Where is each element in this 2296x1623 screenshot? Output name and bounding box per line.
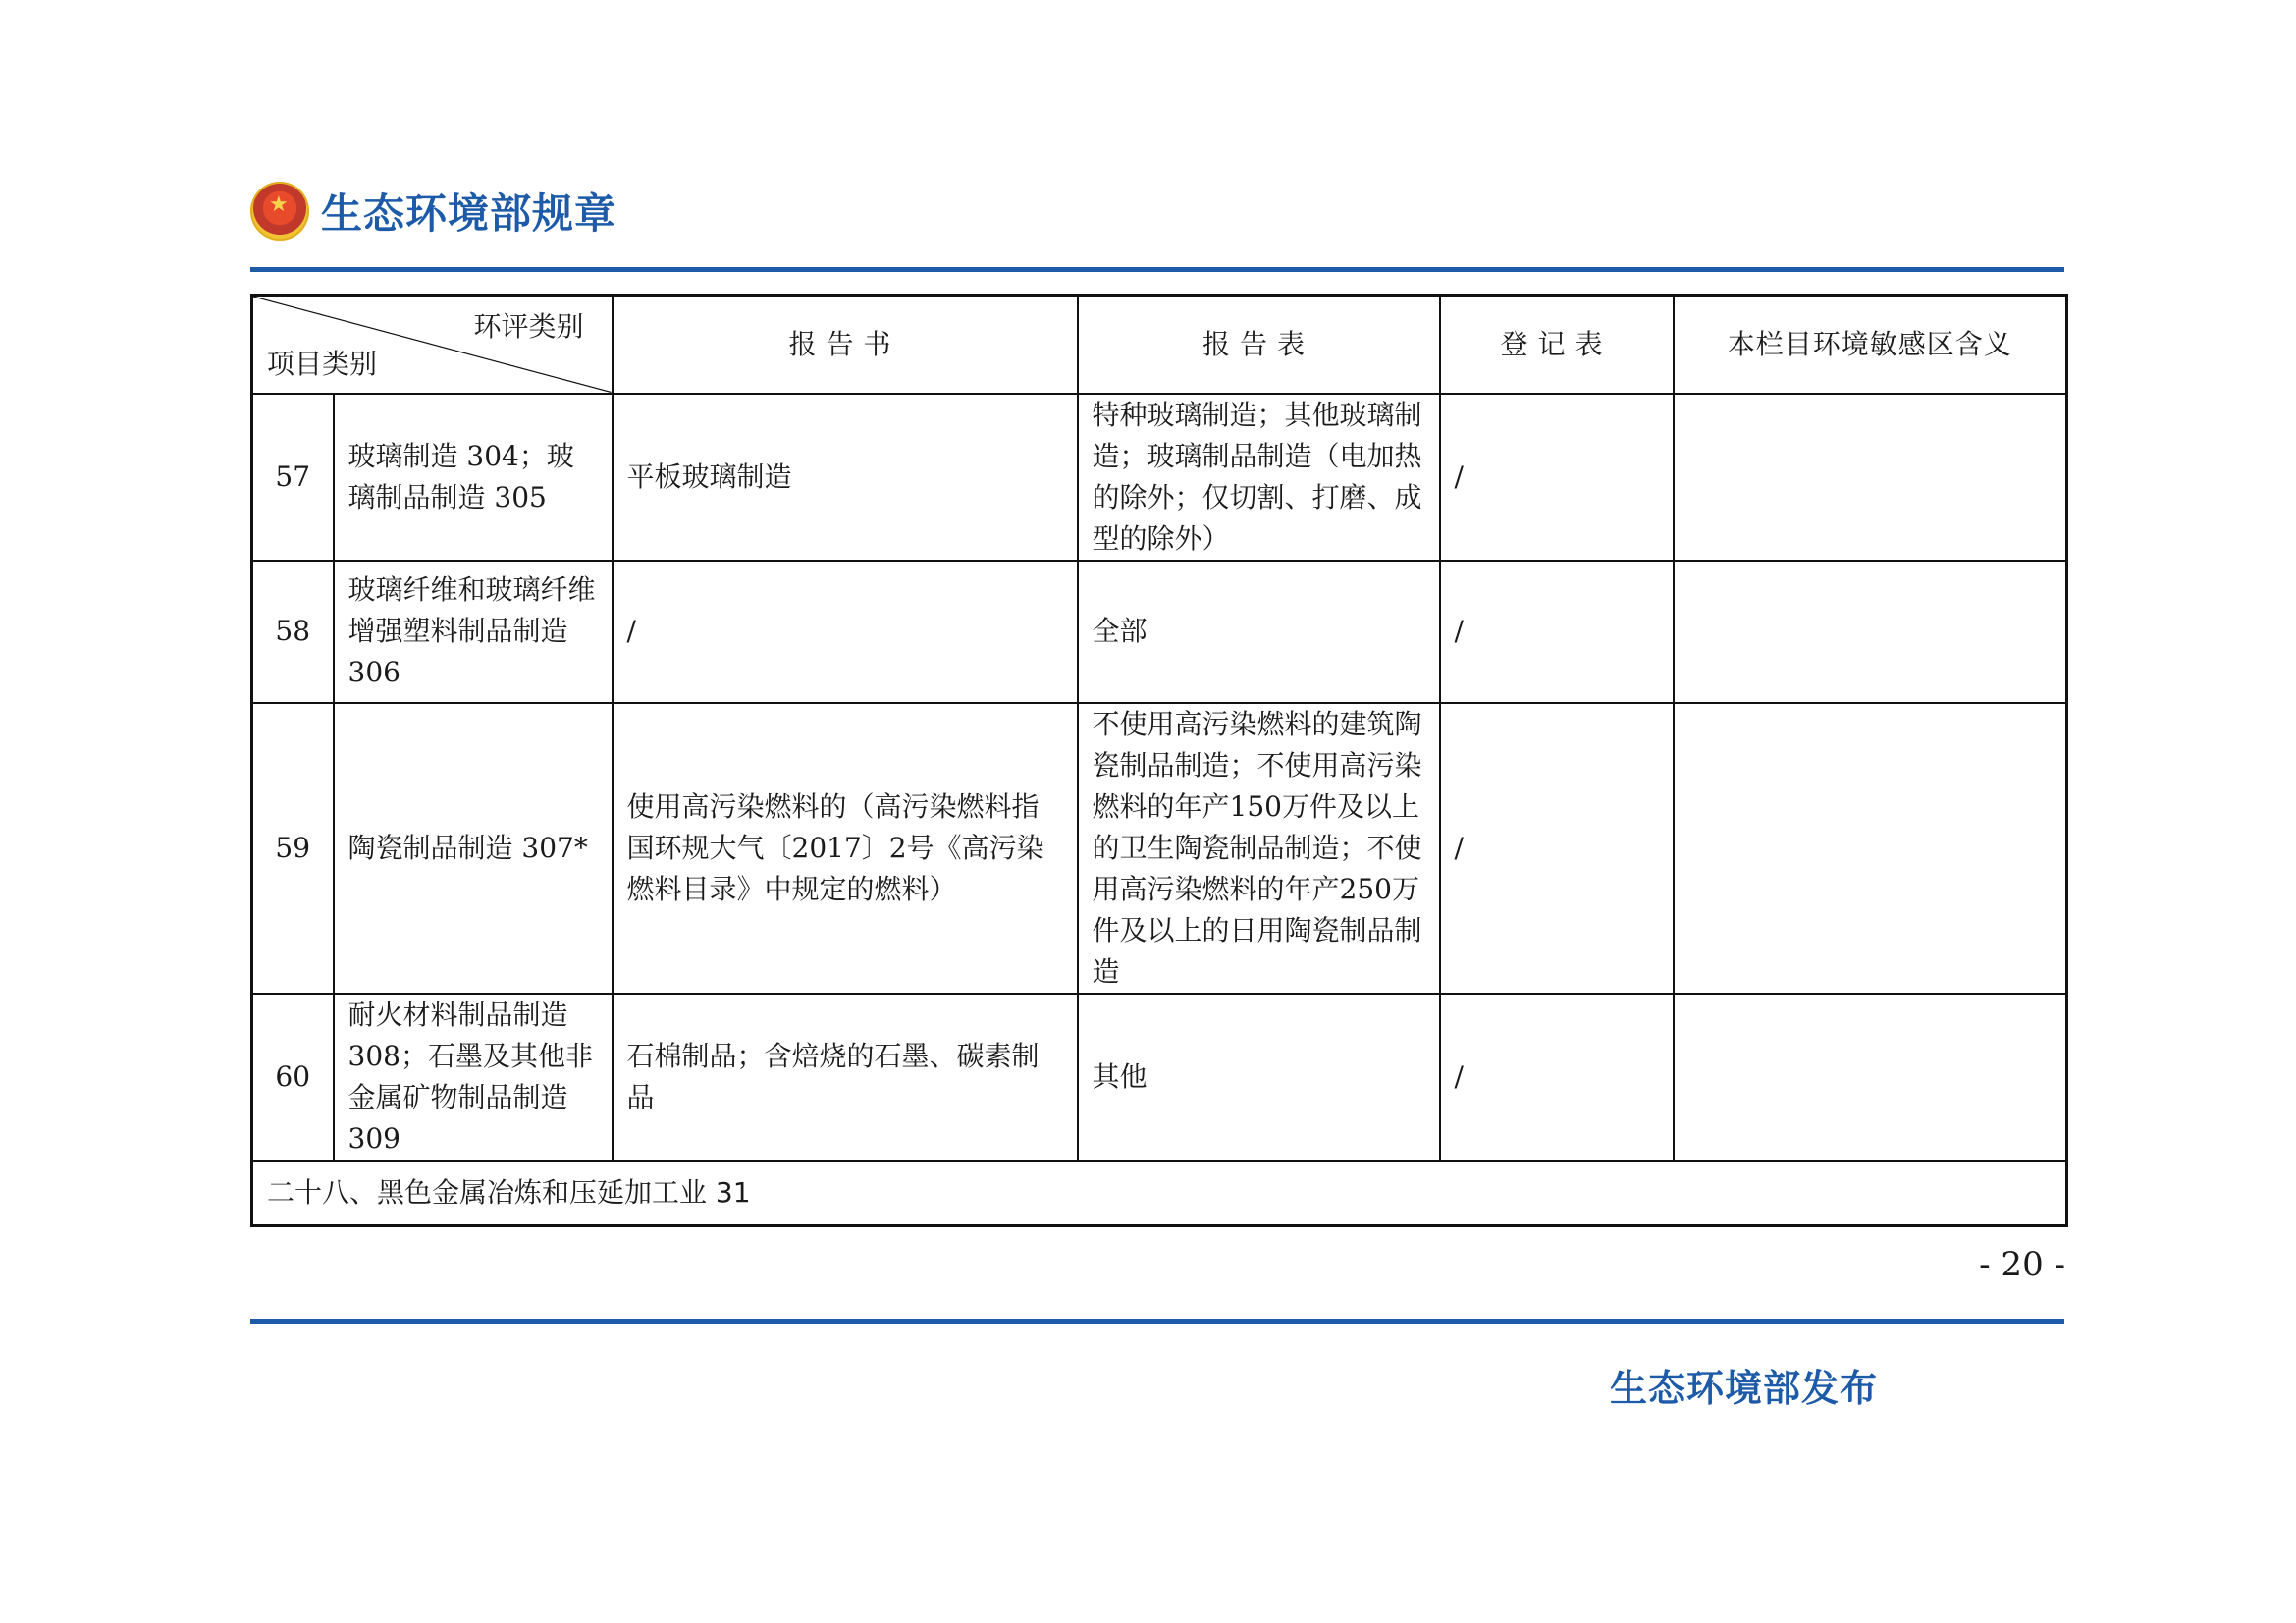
sensitive-area-cell	[1674, 561, 2067, 703]
row-number: 59	[252, 703, 334, 994]
diagonal-header-cell	[252, 296, 613, 394]
report-book-cell: /	[613, 561, 1078, 703]
sensitive-area-cell	[1674, 394, 2067, 561]
register-cell: /	[1440, 394, 1674, 561]
table-row	[252, 703, 2067, 994]
sensitive-area-cell	[1674, 703, 2067, 994]
register-cell: /	[1440, 561, 1674, 703]
row-number: 58	[252, 561, 334, 703]
row-number: 60	[252, 994, 334, 1161]
footer-rule	[250, 1319, 2064, 1324]
header-title: 生态环境部规章	[321, 189, 617, 238]
table-row	[252, 394, 2067, 561]
classification-table	[250, 294, 2068, 1227]
header-eia-category: 环评类别	[473, 310, 584, 343]
header-register-form: 登记表	[1440, 296, 1674, 394]
header-report-form: 报告表	[1078, 296, 1440, 394]
sensitive-area-cell	[1674, 994, 2067, 1161]
report-book-cell: 使用高污染燃料的（高污染燃料指国环规大气〔2017〕2号《高污染燃料目录》中规定的燃料）	[613, 703, 1078, 994]
report-form-cell: 不使用高污染燃料的建筑陶瓷制品制造；不使用高污染燃料的年产150万件及以上的卫生陶瓷制品制造；不使用高污染燃料的年产250万件及以上的日用陶瓷制品制造	[1078, 703, 1440, 994]
report-book-cell: 平板玻璃制造	[613, 394, 1078, 561]
page-number: - 20 -	[1979, 1245, 2065, 1284]
project-category: 玻璃制造 304；玻璃制品制造 305	[334, 394, 613, 561]
footer-title: 生态环境部发布	[1610, 1367, 1879, 1410]
project-category: 玻璃纤维和玻璃纤维增强塑料制品制造 306	[334, 561, 613, 703]
header-rule	[250, 267, 2064, 272]
table-row	[252, 561, 2067, 703]
report-form-cell: 全部	[1078, 561, 1440, 703]
register-cell: /	[1440, 994, 1674, 1161]
project-category: 陶瓷制品制造 307*	[334, 703, 613, 994]
project-category: 耐火材料制品制造 308；石墨及其他非金属矿物制品制造 309	[334, 994, 613, 1161]
report-form-cell: 特种玻璃制造；其他玻璃制造；玻璃制品制造（电加热的除外；仅切割、打磨、成型的除外）	[1078, 394, 1440, 561]
page-header	[250, 177, 616, 245]
header-project-category: 项目类别	[267, 347, 378, 380]
report-book-cell: 石棉制品；含焙烧的石墨、碳素制品	[613, 994, 1078, 1161]
header-report-book: 报告书	[613, 296, 1078, 394]
header-sensitive-area: 本栏目环境敏感区含义	[1674, 296, 2067, 394]
register-cell: /	[1440, 703, 1674, 994]
report-form-cell: 其他	[1078, 994, 1440, 1161]
section-row	[252, 1161, 2067, 1226]
national-emblem-icon	[250, 182, 309, 241]
table-header-row	[252, 296, 2067, 394]
row-number: 57	[252, 394, 334, 561]
table-row	[252, 994, 2067, 1161]
industry-section-heading: 二十八、黑色金属冶炼和压延加工业 31	[252, 1161, 2067, 1226]
